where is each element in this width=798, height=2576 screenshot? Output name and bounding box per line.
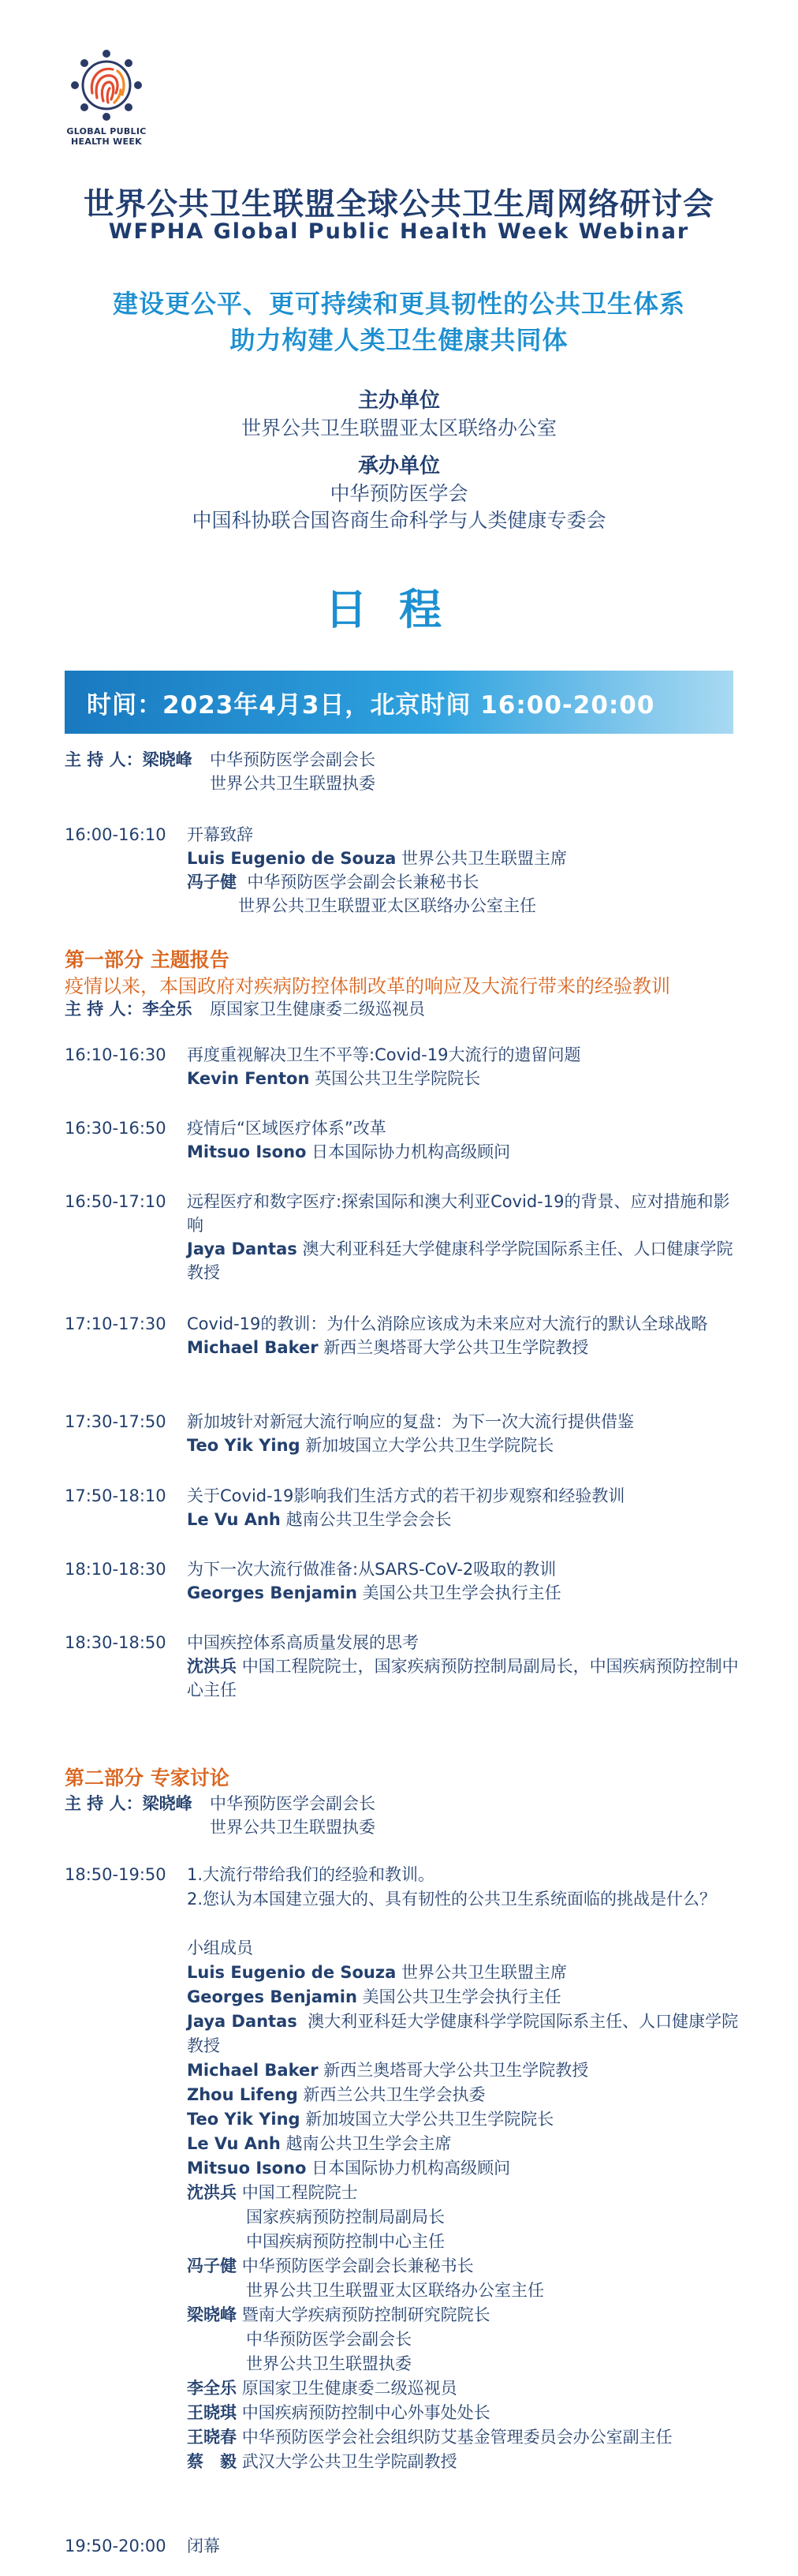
talk-item	[187, 1410, 739, 1457]
opening-speaker1-role: 世界公共卫生联盟主席	[401, 849, 567, 868]
agenda-title: 日程	[325, 585, 473, 634]
talk-item	[187, 1631, 739, 1702]
talk-title: 为下一次大流行做准备:从SARS-CoV-2吸取的教训	[187, 1560, 557, 1579]
panel-member-name: Teo Yik Ying	[187, 2110, 300, 2129]
panel-member-name: 梁晓峰	[187, 2305, 237, 2324]
talk-speaker-name: 沈洪兵	[187, 1657, 237, 1676]
talk-time: 16:50-17:10	[65, 1192, 166, 1211]
panel-member-name: Jaya Dantas	[187, 2012, 297, 2031]
host-role-1: 中华预防医学会副会长	[210, 750, 375, 769]
talk-title: 关于Covid-19影响我们生活方式的若干初步观察和经验教训	[187, 1486, 625, 1505]
talk-speaker-name: Georges Benjamin	[187, 1583, 357, 1602]
fingerprint-logo-icon	[69, 47, 144, 123]
part2-title: 第二部分 专家讨论	[65, 1767, 229, 1789]
talk-time: 17:10-17:30	[65, 1314, 166, 1333]
panel-member-name: Le Vu Anh	[187, 2134, 281, 2153]
talk-speaker-name: Michael Baker	[187, 1338, 319, 1357]
panel-member-name: Mitsuo Isono	[187, 2159, 307, 2178]
discussion-question-2: 2.您认为本国建立强大的、具有韧性的公共卫生系统面临的挑战是什么？	[187, 1890, 717, 1909]
talk-speaker-name: Teo Yik Ying	[187, 1436, 300, 1455]
panel-member-name: Michael Baker	[187, 2061, 319, 2080]
part1-subtitle: 疫情以来，本国政府对疾病防控体制改革的响应及大流行带来的经验教训	[65, 975, 670, 997]
gphw-logo	[63, 47, 150, 147]
opening-speaker2-name: 冯子健	[187, 873, 237, 892]
talk-speaker-role: 新加坡国立大学公共卫生学院院长	[305, 1436, 554, 1455]
talk-speaker-role: 美国公共卫生学会执行主任	[362, 1583, 561, 1602]
panel-member-name: 沈洪兵	[187, 2183, 237, 2202]
opening-time: 16:00-16:10	[65, 825, 166, 844]
panel-member-role: 新加坡国立大学公共卫生学院院长	[305, 2110, 554, 2129]
panel-member-role: 暨南大学疾病预防控制研究院院长	[241, 2305, 490, 2324]
part1-host-label: 主 持 人：李全乐	[65, 1000, 192, 1019]
talk-title: 中国疾控体系高质量发展的思考	[187, 1633, 419, 1652]
talk-item	[187, 1484, 739, 1531]
panel-member-role: 新西兰公共卫生学会执委	[303, 2085, 486, 2104]
part2-host-role-2: 世界公共卫生联盟执委	[210, 1818, 375, 1837]
talk-time: 18:10-18:30	[65, 1560, 166, 1579]
logo-line2: HEALTH WEEK	[71, 136, 142, 147]
co-org-value-1: 中华预防医学会	[330, 482, 468, 505]
panel-member-name: 王晓春	[187, 2428, 237, 2447]
part1-host-role: 原国家卫生健康委二级巡视员	[210, 1000, 425, 1019]
talk-speaker-name: Mitsuo Isono	[187, 1142, 307, 1161]
closing-title: 闭幕	[187, 2537, 220, 2555]
part1-title: 第一部分 主题报告	[65, 948, 229, 971]
talk-time: 17:30-17:50	[65, 1412, 166, 1431]
talk-speaker-role: 越南公共卫生学会会长	[285, 1510, 452, 1529]
panel-member-name: Luis Eugenio de Souza	[187, 1963, 397, 1982]
talk-item	[187, 1043, 739, 1090]
talk-time: 16:30-16:50	[65, 1119, 166, 1138]
page-title: 世界公共卫生联盟全球公共卫生周网络研讨会	[83, 187, 714, 222]
talk-time: 18:30-18:50	[65, 1633, 166, 1652]
talk-speaker-role: 新西兰奥塔哥大学公共卫生学院教授	[323, 1338, 589, 1357]
panel-member-name: Georges Benjamin	[187, 1987, 357, 2006]
talk-item	[187, 1557, 739, 1605]
host-role-2: 世界公共卫生联盟执委	[210, 774, 375, 793]
talk-speaker-role: 日本国际协力机构高级顾问	[311, 1142, 511, 1161]
opening-session	[187, 823, 739, 918]
opening-speaker1-name: Luis Eugenio de Souza	[187, 849, 397, 868]
time-banner-text: 时间：2023年4月3日，北京时间 16:00-20:00	[87, 690, 655, 720]
discussion-question-1: 1.大流行带给我们的经验和教训。	[187, 1865, 435, 1884]
panel-member-role: 世界公共卫生联盟亚太区联络办公室主任	[246, 2281, 544, 2300]
talk-item	[187, 1116, 739, 1164]
panel-member-role: 世界公共卫生联盟执委	[246, 2354, 412, 2373]
host-org-label: 主办单位	[357, 389, 440, 413]
panel-member-role: 世界公共卫生联盟主席	[401, 1963, 567, 1982]
panel-member-role: 国家疾病预防控制局副局长	[246, 2208, 445, 2226]
panel-member-role: 中华预防医学会社会组织防艾基金管理委员会办公室副主任	[241, 2428, 673, 2447]
theme-line-2: 助力构建人类卫生健康共同体	[229, 325, 569, 355]
host-org-value: 世界公共卫生联盟亚太区联络办公室	[241, 417, 557, 439]
talk-speaker-role: 英国公共卫生学院院长	[315, 1069, 481, 1088]
talk-title: 疫情后“区域医疗体系”改革	[187, 1119, 386, 1138]
panel-member-role: 武汉大学公共卫生学院副教授	[241, 2452, 457, 2471]
talk-time: 17:50-18:10	[65, 1486, 166, 1505]
panel-member-role: 澳大利亚科廷大学健康科学学院国际系主任、人口健康学院教授	[187, 2012, 739, 2055]
panel-member-role: 中国疾病预防控制中心主任	[246, 2232, 445, 2251]
panel-member-role: 新西兰奥塔哥大学公共卫生学院教授	[323, 2061, 589, 2080]
talk-title: Covid-19的教训：为什么消除应该成为未来应对大流行的默认全球战略	[187, 1314, 708, 1333]
panel-label: 小组成员	[187, 1939, 253, 1957]
opening-speaker2-role1: 中华预防医学会副会长兼秘书长	[247, 873, 479, 892]
talk-item	[187, 1190, 739, 1284]
talk-item	[187, 1312, 739, 1359]
panel-member-name: 王晓琪	[187, 2403, 237, 2422]
discussion-content	[187, 1863, 739, 2474]
panel-member-role: 中华预防医学会副会长	[246, 2330, 412, 2349]
talk-speaker-role: 澳大利亚科廷大学健康科学学院国际系主任、人口健康学院教授	[187, 1239, 733, 1282]
panel-member-name: Zhou Lifeng	[187, 2085, 298, 2104]
panel-member-name: 蔡 毅	[187, 2452, 237, 2471]
talk-title: 再度重视解决卫生不平等:Covid-19大流行的遗留问题	[187, 1045, 581, 1064]
page-title-en: WFPHA Global Public Health Week Webinar	[108, 219, 690, 244]
part2-host-role-1: 中华预防医学会副会长	[210, 1794, 375, 1813]
opening-title: 开幕致辞	[187, 825, 253, 844]
panel-member-role: 越南公共卫生学会主席	[285, 2134, 452, 2153]
panel-member-role: 中国工程院院士	[241, 2183, 358, 2202]
logo-line1: GLOBAL PUBLIC	[66, 126, 147, 136]
co-org-value-2: 中国科协联合国咨商生命科学与人类健康专委会	[192, 509, 606, 532]
panel-member-name: 冯子健	[187, 2256, 237, 2275]
talk-speaker-name: Jaya Dantas	[187, 1239, 297, 1258]
panel-member-role: 中国疾病预防控制中心外事处处长	[241, 2403, 490, 2422]
co-org-label: 承办单位	[357, 454, 440, 478]
opening-speaker2-role2: 世界公共卫生联盟亚太区联络办公室主任	[238, 896, 536, 915]
talk-title: 新加坡针对新冠大流行响应的复盘：为下一次大流行提供借鉴	[187, 1412, 634, 1431]
panel-member-name: 李全乐	[187, 2379, 237, 2398]
talk-title: 远程医疗和数字医疗:探索国际和澳大利亚Covid-19的背景、应对措施和影响	[187, 1192, 730, 1235]
host-label: 主 持 人：梁晓峰	[65, 750, 192, 769]
part2-host-label: 主 持 人：梁晓峰	[65, 1794, 192, 1813]
discussion-time: 18:50-19:50	[65, 1865, 166, 1884]
talk-speaker-role: 中国工程院院士，国家疾病预防控制局副局长，中国疾病预防控制中心主任	[187, 1657, 739, 1699]
talk-time: 16:10-16:30	[65, 1045, 166, 1064]
talk-speaker-name: Kevin Fenton	[187, 1069, 310, 1088]
panel-member-role: 原国家卫生健康委二级巡视员	[241, 2379, 457, 2398]
time-banner	[65, 671, 733, 734]
panel-member-role: 中华预防医学会副会长兼秘书长	[241, 2256, 474, 2275]
closing-time: 19:50-20:00	[65, 2537, 166, 2555]
panel-member-role: 日本国际协力机构高级顾问	[311, 2159, 511, 2178]
talk-speaker-name: Le Vu Anh	[187, 1510, 281, 1529]
panel-member-role: 美国公共卫生学会执行主任	[362, 1987, 561, 2006]
logo-text	[63, 126, 150, 147]
theme-line-1: 建设更公平、更可持续和更具韧性的公共卫生体系	[112, 289, 685, 319]
